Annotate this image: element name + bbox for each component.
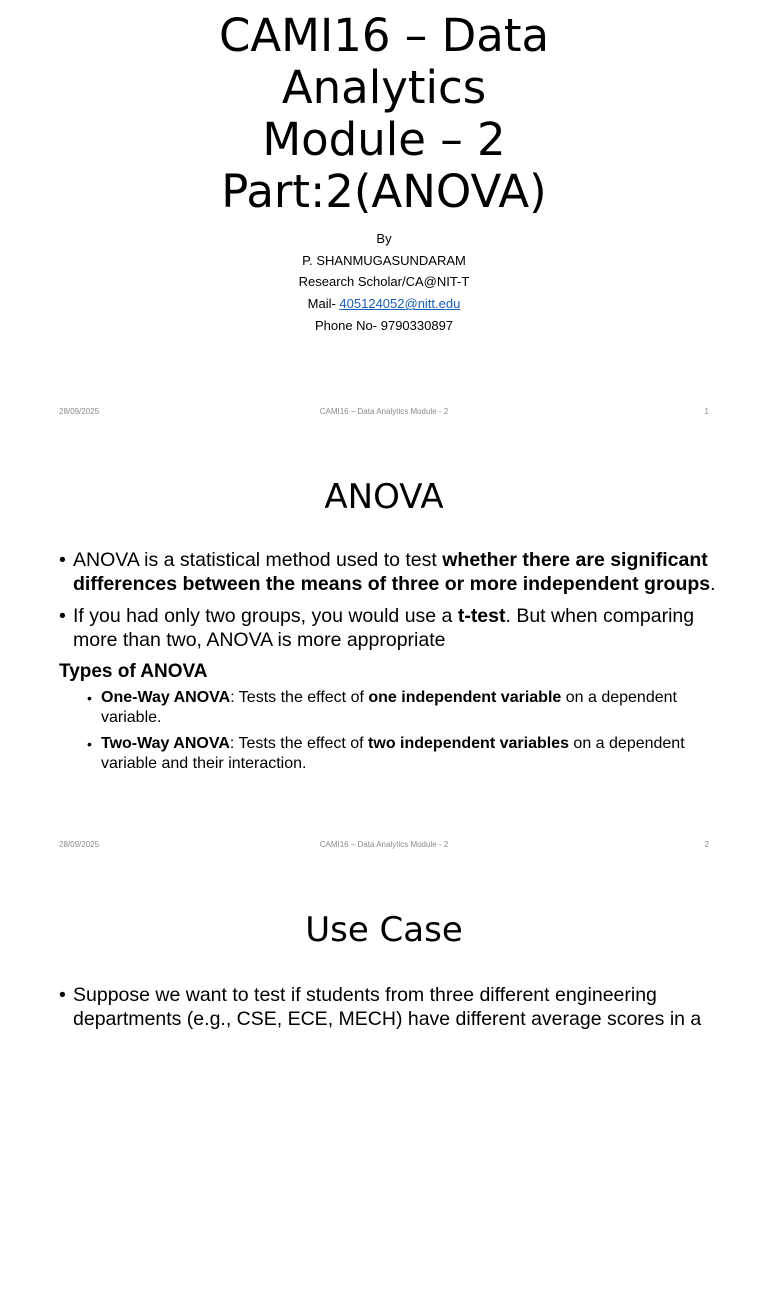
list-item	[59, 604, 719, 652]
text-run: .	[710, 573, 716, 595]
slide-footer	[0, 407, 768, 419]
slide-1	[0, 0, 768, 433]
presentation-title	[0, 10, 768, 218]
bullet-icon: •	[59, 549, 66, 571]
slide-2	[0, 433, 768, 866]
author-mail	[0, 293, 768, 315]
bullet-icon: •	[59, 605, 66, 627]
slide-3	[0, 866, 768, 1299]
footer-center: CAMI16 – Data Analytics Module - 2	[319, 840, 449, 849]
list-item	[59, 734, 719, 774]
text-run: If you had only two groups, you would use a	[73, 605, 458, 627]
text-run: ANOVA is a statistical method used to test	[73, 549, 443, 571]
bullet-icon: •	[87, 690, 92, 706]
list-item	[59, 548, 719, 596]
mail-label: Mail-	[307, 296, 340, 312]
bullet-icon: •	[87, 736, 92, 752]
author-role: Research Scholar/CA@NIT-T	[298, 274, 470, 290]
bold-text: One-Way ANOVA	[101, 689, 231, 706]
slide-content	[59, 548, 719, 780]
text-run: . But when comparing more than two, ANOVA is more appropriate	[73, 605, 695, 651]
slide-number: 2	[704, 840, 709, 849]
text-run: : Tests the effect of	[229, 735, 369, 752]
bold-text: t-test	[457, 605, 506, 627]
footer-date: 28/09/2025	[59, 407, 100, 416]
by-label: By	[376, 231, 392, 246]
bold-text: whether there are significant differences between the means of three or more independent groups	[73, 549, 711, 595]
list-item	[59, 688, 719, 728]
text-run: on a dependent variable.	[101, 689, 677, 726]
bullet-icon: •	[59, 984, 66, 1006]
footer-date: 28/09/2025	[59, 840, 100, 849]
text-run: Suppose we want to test if students from three different engineering departments (e.g., CSE, ECE, MECH) have different average scores in a	[73, 984, 702, 1030]
title-line: Analytics	[281, 61, 487, 114]
title-line: CAMI16 – Data	[218, 9, 550, 62]
author-name: P. SHANMUGASUNDARAM	[302, 252, 466, 268]
slide-footer	[0, 840, 768, 852]
slide-title: Use Case	[305, 910, 463, 950]
title-line: Module – 2	[262, 113, 506, 166]
text-run: : Tests the effect of	[230, 689, 369, 706]
bold-text: one independent variable	[368, 689, 562, 706]
slide-content	[59, 983, 719, 1039]
author-block	[0, 228, 768, 337]
slide-title: ANOVA	[324, 477, 444, 517]
slide-number: 1	[704, 407, 709, 416]
footer-center: CAMI16 – Data Analytics Module - 2	[319, 407, 449, 416]
mail-link[interactable]: 405124052@nitt.edu	[339, 296, 461, 312]
title-line: Part:2(ANOVA)	[221, 165, 547, 218]
bold-text: Two-Way ANOVA	[101, 735, 230, 752]
text-run: on a dependent variable and their interaction.	[101, 735, 685, 772]
bold-text: two independent variables	[368, 735, 569, 752]
author-phone: Phone No- 9790330897	[314, 317, 454, 333]
types-heading: Types of ANOVA	[59, 661, 208, 682]
